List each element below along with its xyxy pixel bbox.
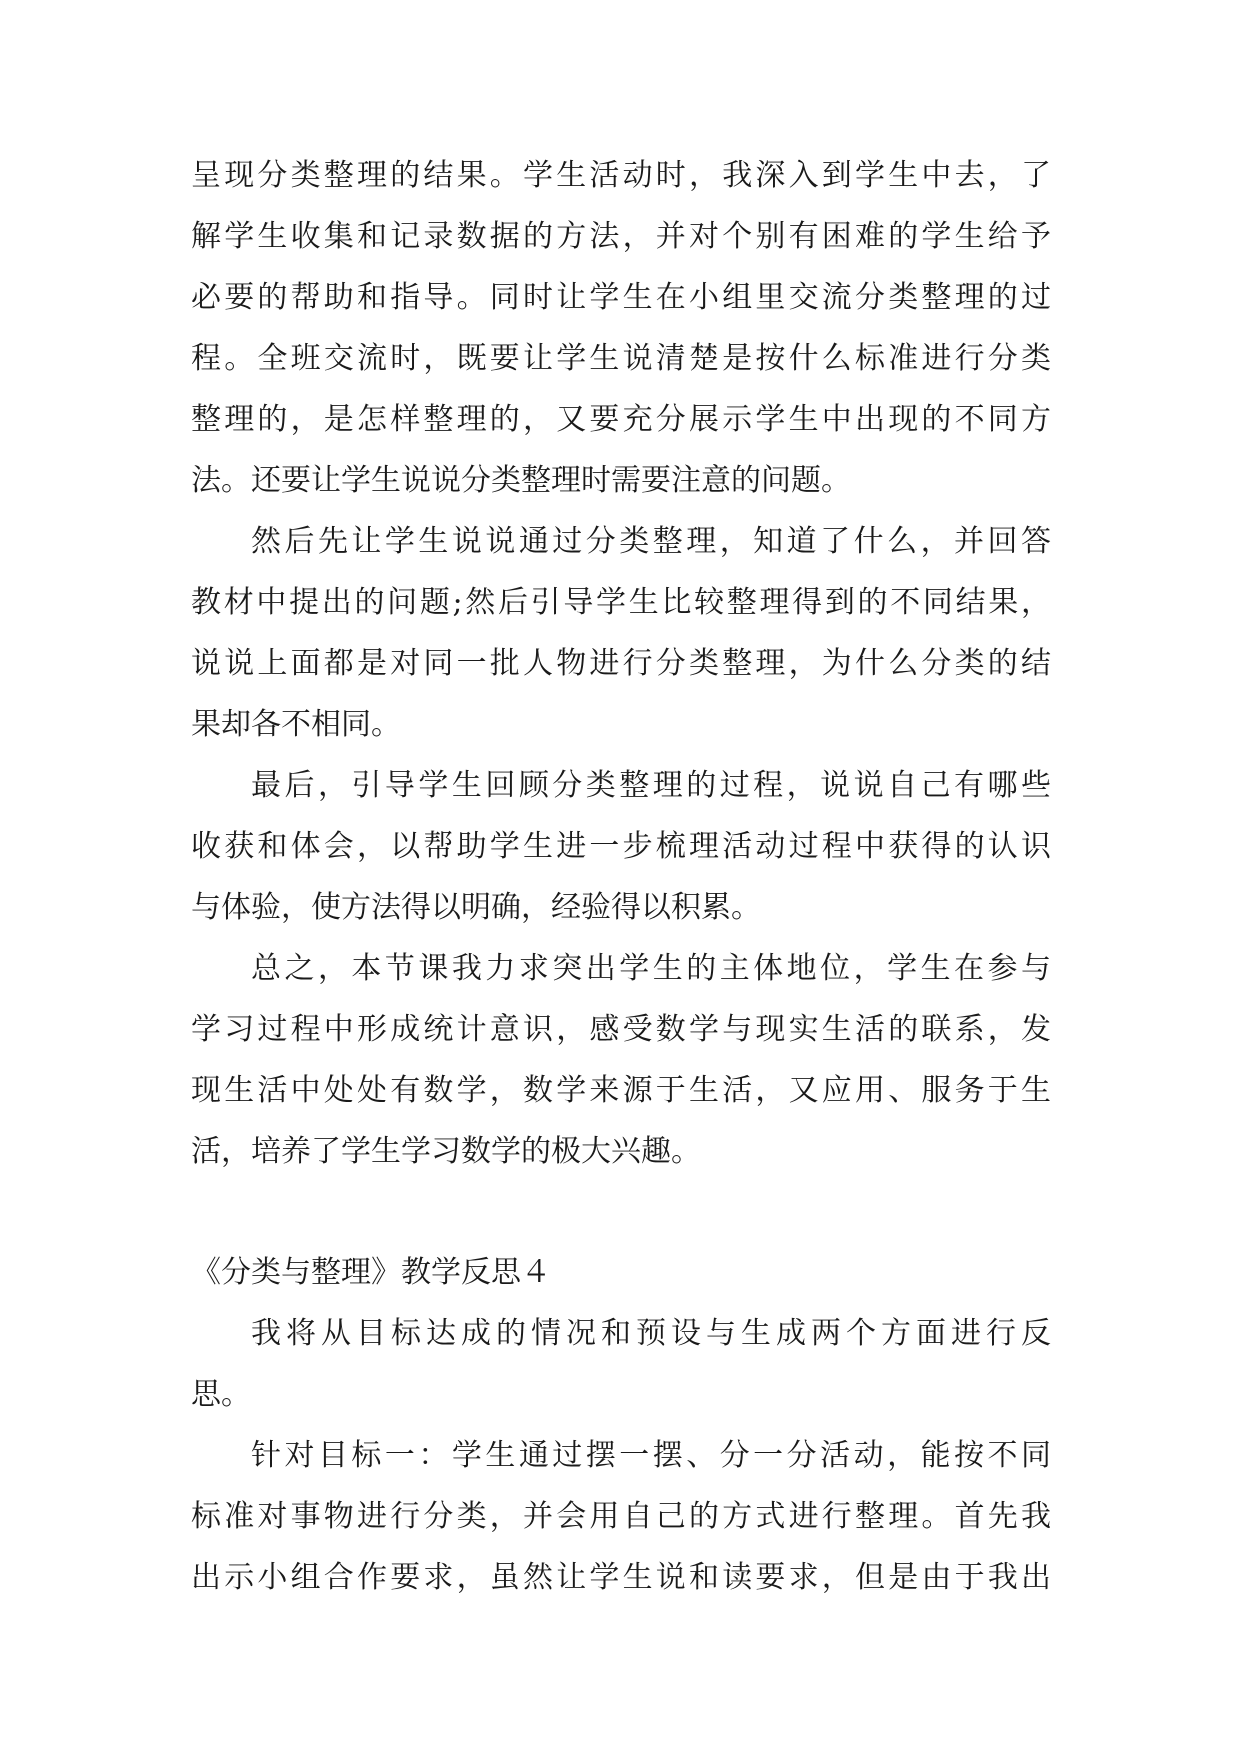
paragraph-2 (191, 511, 1051, 755)
text-line: 程。全班交流时，既要让学生说清楚是按什么标准进行分类 (191, 341, 1051, 376)
text-line: 果却各不相同。 (191, 707, 401, 742)
text-line: 呈现分类整理的结果。学生活动时，我深入到学生中去，了 (191, 158, 1051, 193)
text-line: 我将从目标达成的情况和预设与生成两个方面进行反 (251, 1316, 1051, 1351)
text-line: 活，培养了学生学习数学的极大兴趣。 (191, 1134, 701, 1169)
text-line: 必要的帮助和指导。同时让学生在小组里交流分类整理的过 (191, 280, 1051, 315)
text-line: 针对目标一：学生通过摆一摆、分一分活动，能按不同 (251, 1438, 1051, 1473)
text-line: 与体验，使方法得以明确，经验得以积累。 (191, 890, 761, 925)
text-line: 然后先让学生说说通过分类整理，知道了什么，并回答 (251, 524, 1051, 559)
text-line: 学习过程中形成统计意识，感受数学与现实生活的联系，发 (191, 1012, 1051, 1047)
paragraph-4 (191, 938, 1051, 1182)
document-body (191, 145, 1051, 1608)
text-line: 整理的，是怎样整理的，又要充分展示学生中出现的不同方 (191, 402, 1051, 437)
section-paragraph-1 (191, 1303, 1051, 1425)
section-title: 《分类与整理》教学反思４ (191, 1255, 551, 1290)
text-line: 教材中提出的问题;然后引导学生比较整理得到的不同结果， (191, 585, 1051, 620)
text-line: 说说上面都是对同一批人物进行分类整理，为什么分类的结 (191, 646, 1051, 681)
text-line: 最后，引导学生回顾分类整理的过程，说说自己有哪些 (251, 768, 1051, 803)
text-line: 出示小组合作要求，虽然让学生说和读要求，但是由于我出 (191, 1560, 1051, 1595)
paragraph-1 (191, 145, 1051, 511)
section-paragraph-2 (191, 1425, 1051, 1608)
paragraph-3 (191, 755, 1051, 938)
text-line: 解学生收集和记录数据的方法，并对个别有困难的学生给予 (191, 219, 1051, 254)
section-spacer (191, 1182, 1051, 1242)
text-line: 标准对事物进行分类，并会用自己的方式进行整理。首先我 (191, 1499, 1051, 1534)
text-line: 现生活中处处有数学，数学来源于生活，又应用、服务于生 (191, 1073, 1051, 1108)
text-line: 收获和体会，以帮助学生进一步梳理活动过程中获得的认识 (191, 829, 1051, 864)
text-line: 思。 (191, 1377, 251, 1412)
text-line: 法。还要让学生说说分类整理时需要注意的问题。 (191, 463, 851, 498)
text-line: 总之，本节课我力求突出学生的主体地位，学生在参与 (251, 951, 1051, 986)
